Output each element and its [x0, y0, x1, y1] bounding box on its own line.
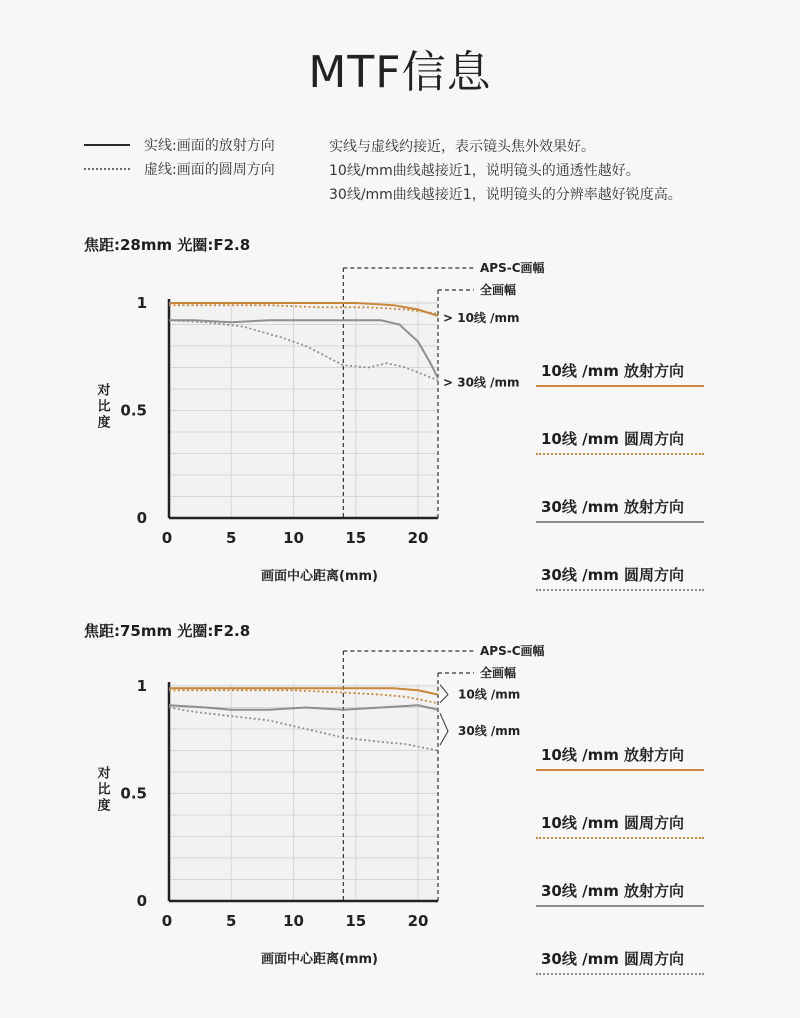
x-tick-label: 15: [345, 912, 367, 930]
note-line: 30线/mm曲线越接近1，说明镜头的分辨率越好锐度高。: [329, 187, 682, 203]
plot-area: [169, 684, 438, 901]
x-tick-label: 5: [226, 529, 237, 547]
chart-2-title: 焦距:75mm 光圈:F2.8: [84, 622, 251, 640]
curve-label: > 30线 /mm: [443, 375, 520, 390]
curve-label: > 10线 /mm: [443, 311, 520, 326]
explanation-notes: [329, 135, 682, 207]
x-axis-title: 画面中心距离(mm): [261, 952, 378, 967]
dotted-line-swatch: [84, 168, 130, 170]
key-line-orange-solid: [536, 769, 704, 771]
key-item-30-tangential: [536, 944, 704, 974]
note-line: 实线与虚线约接近，表示镜头焦外效果好。: [329, 139, 595, 155]
y-axis-title: 对比度: [97, 383, 111, 431]
key-label: 30线 /mm 放射方向: [541, 498, 685, 516]
x-tick-label: 5: [226, 912, 237, 930]
key-line-orange-solid: [536, 385, 704, 387]
key-line-gray-dotted: [536, 589, 704, 591]
x-tick-label: 20: [407, 529, 429, 547]
key-line-orange-dotted: [536, 837, 704, 839]
aps-c-label: APS-C画幅: [480, 261, 545, 275]
chart-1-title: 焦距:28mm 光圈:F2.8: [84, 236, 251, 254]
full-frame-label: 全画幅: [480, 283, 517, 297]
y-tick-label: 1: [136, 294, 147, 312]
key-item-30-radial: [536, 876, 704, 906]
key-item-10-radial: [536, 356, 704, 386]
key-label: 10线 /mm 放射方向: [541, 746, 685, 764]
y-tick-label: 0: [136, 509, 147, 527]
plot-area: [169, 301, 438, 518]
x-tick-label: 20: [407, 912, 429, 930]
key-label: 30线 /mm 圆周方向: [541, 566, 685, 584]
key-label: 30线 /mm 放射方向: [541, 882, 685, 900]
y-tick-label: 0: [136, 892, 147, 910]
bracket-30: [440, 713, 448, 745]
solid-line-swatch: [84, 144, 130, 146]
x-axis-title: 画面中心距离(mm): [261, 569, 378, 584]
mtf-chart-75mm: [0, 643, 560, 967]
mtf-chart-28mm: [0, 260, 560, 584]
curve-label: 30线 /mm: [458, 724, 521, 739]
key-line-gray-solid: [536, 905, 704, 907]
key-label: 10线 /mm 圆周方向: [541, 814, 685, 832]
bracket-10: [440, 685, 448, 703]
x-tick-label: 10: [283, 529, 304, 547]
curve-label: 10线 /mm: [458, 687, 521, 702]
key-line-gray-solid: [536, 521, 704, 523]
legend-label-dotted: 虚线:画面的圆周方向: [144, 162, 275, 178]
y-tick-label: 0.5: [120, 401, 147, 420]
key-line-gray-dotted: [536, 973, 704, 975]
x-tick-label: 10: [283, 912, 304, 930]
key-label: 30线 /mm 圆周方向: [541, 950, 685, 968]
key-item-30-tangential: [536, 560, 704, 590]
full-frame-label: 全画幅: [480, 666, 517, 680]
x-tick-label: 15: [345, 529, 367, 547]
key-item-10-tangential: [536, 808, 704, 838]
key-item-10-radial: [536, 740, 704, 770]
key-item-10-tangential: [536, 424, 704, 454]
x-tick-label: 0: [161, 529, 173, 547]
aps-c-label: APS-C画幅: [480, 644, 545, 658]
key-line-orange-dotted: [536, 453, 704, 455]
key-item-30-radial: [536, 492, 704, 522]
key-label: 10线 /mm 圆周方向: [541, 430, 685, 448]
y-axis-title: 对比度: [97, 766, 111, 814]
y-tick-label: 1: [136, 677, 147, 695]
x-tick-label: 0: [161, 912, 173, 930]
legend-label-solid: 实线:画面的放射方向: [144, 138, 275, 154]
page-title: MTF信息: [308, 47, 492, 98]
note-line: 10线/mm曲线越接近1，说明镜头的通透性越好。: [329, 163, 640, 179]
y-tick-label: 0.5: [120, 784, 147, 803]
key-label: 10线 /mm 放射方向: [541, 362, 685, 380]
